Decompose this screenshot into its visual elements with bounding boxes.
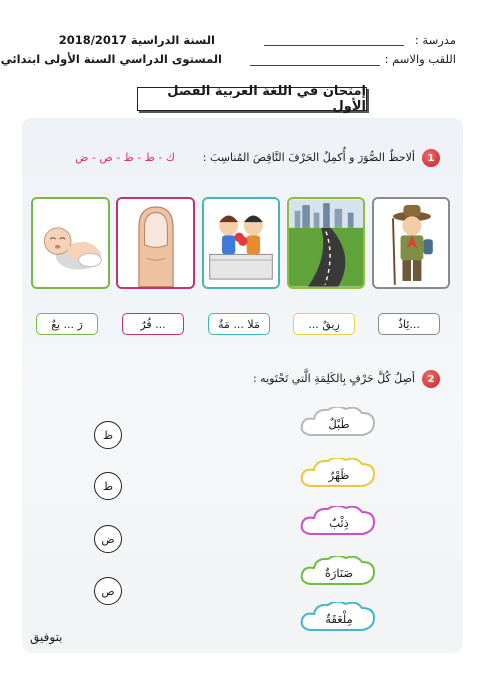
letter-circle-4[interactable]: ص — [94, 577, 122, 605]
fingernail-picture — [116, 197, 195, 289]
good-luck-note: بتوفيق — [30, 630, 63, 644]
school-level: المستوى الدراسي السنة الأولى ابتدائي — [0, 52, 222, 66]
word-box-2[interactable]: رِيقٌ ... — [293, 313, 355, 335]
word-box-1[interactable]: ...ئِاذٌ — [378, 313, 440, 335]
question-1-number: 1 — [422, 149, 440, 167]
word-cloud-1-text: طَبْلٌ — [328, 417, 350, 431]
word-cloud-4-text: صَنَارَةٌ — [324, 566, 354, 580]
boxing-picture — [202, 197, 280, 289]
word-cloud-1[interactable] — [298, 407, 380, 441]
word-box-5[interactable]: رَ ... يعٌ — [36, 313, 98, 335]
word-box-3[interactable]: مَلا ... مَةٌ — [208, 313, 270, 335]
letter-circle-2[interactable]: ط — [94, 472, 122, 500]
word-cloud-2-text: ظَهْرٌ — [328, 468, 350, 482]
letter-circle-1[interactable]: ظ — [94, 421, 122, 449]
scout-picture — [372, 197, 450, 289]
question-2-number: 2 — [422, 370, 440, 388]
school-year: السنة الدراسية 2018/2017 — [58, 33, 215, 47]
question-1-instruction: ألاحظُ الصُّوَرَ و أُكمِلُ الحَرْفَ النَّاقِصَ المُناسِبَ : — [202, 151, 415, 164]
word-cloud-3-text: ذِئْبٌ — [329, 516, 349, 530]
word-cloud-2[interactable] — [298, 458, 380, 492]
name-field[interactable] — [250, 65, 380, 66]
letter-circle-3[interactable]: ض — [94, 525, 122, 553]
name-label: اللقب والاسم : — [384, 52, 456, 66]
word-cloud-5[interactable] — [298, 602, 380, 636]
school-label: مدرسة : — [414, 33, 456, 47]
word-cloud-3[interactable] — [298, 506, 380, 540]
word-cloud-5-text: مِلْعَقَةٌ — [325, 612, 353, 626]
word-box-4[interactable]: ... فُرٌ — [122, 313, 184, 335]
exam-title: إمتحان في اللغة العربية الفصل الأول — [137, 87, 367, 111]
school-field[interactable] — [264, 45, 404, 46]
baby-picture — [31, 197, 110, 289]
question-2-instruction: أصِلُ كُلَّ حَرْفٍ بِالكَلِمَةِ الَّتي تَحْتَويه : — [252, 372, 415, 385]
road-picture — [287, 197, 365, 289]
word-cloud-4[interactable] — [298, 556, 380, 590]
missing-letters-list: ك - ط - ظ - ص - ض — [75, 151, 175, 164]
